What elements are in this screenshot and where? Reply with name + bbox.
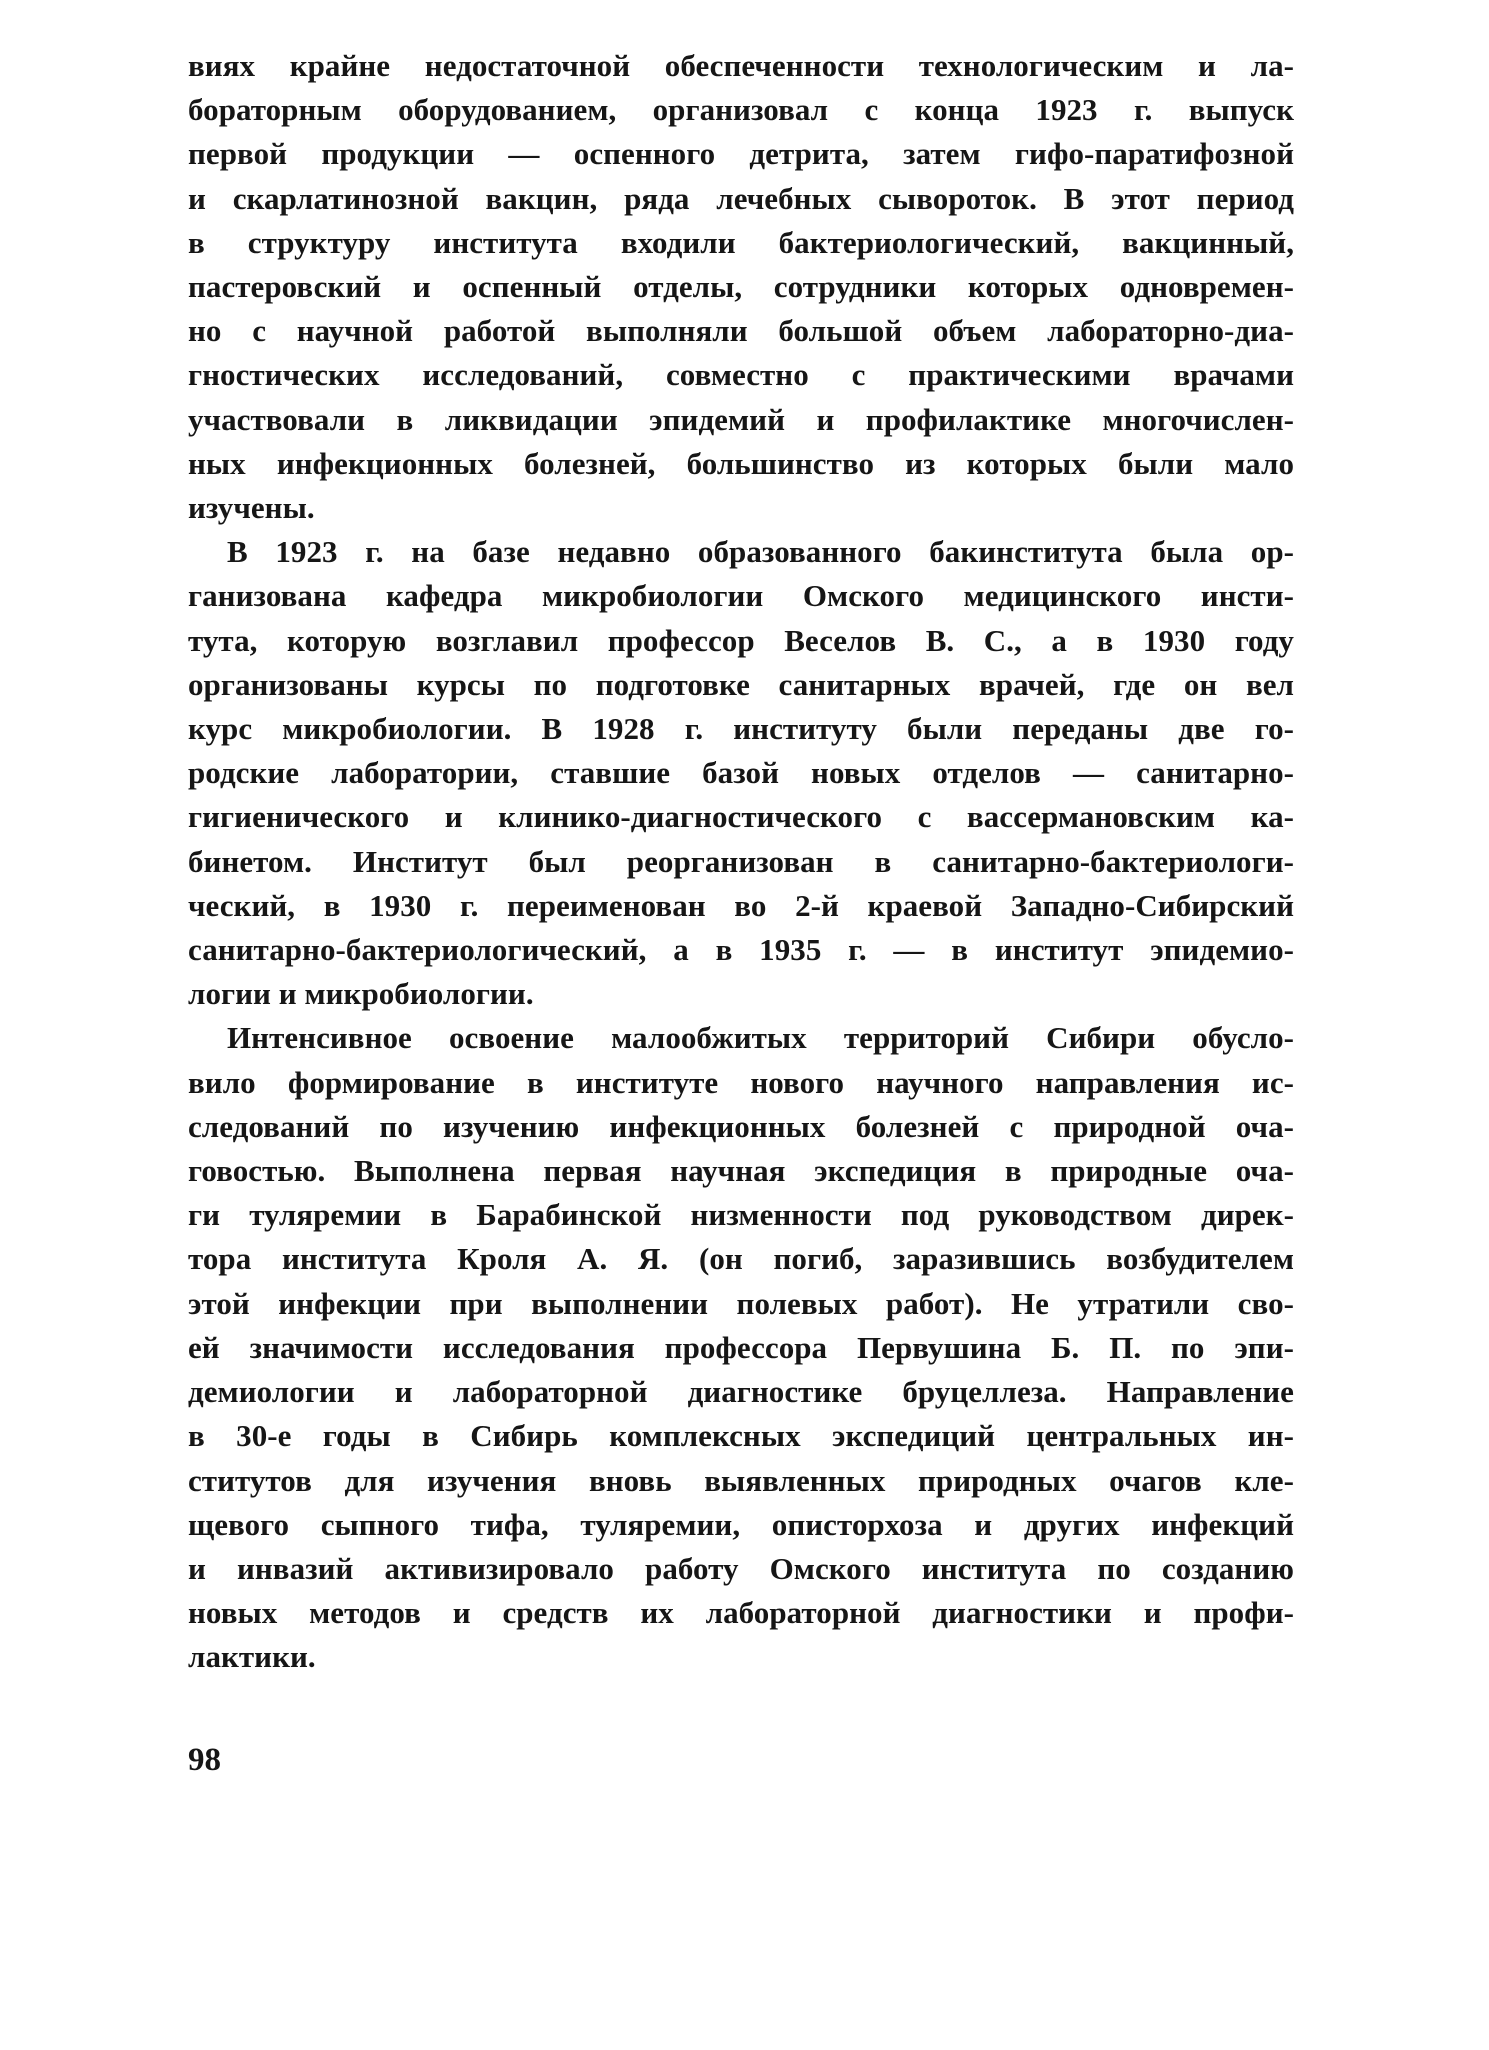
text-line: говостью. Выполнена первая научная экспедиция в природные оча- — [188, 1153, 1294, 1189]
text-line: демиологии и лабораторной диагностике бруцеллеза. Направление — [188, 1374, 1294, 1410]
text-line: пастеровский и оспенный отделы, сотрудники которых одновремен- — [188, 269, 1294, 305]
text-line: бораторным оборудованием, организовал с конца 1923 г. выпуск — [188, 92, 1294, 128]
text-line: и скарлатинозной вакцин, ряда лечебных сывороток. В этот период — [188, 180, 1294, 216]
text-line: В 1923 г. на базе недавно образованного бакинститута была ор- — [227, 534, 1294, 570]
paragraph — [188, 1016, 1294, 1679]
text-line: организованы курсы по подготовке санитарных врачей, где он вел — [188, 666, 1294, 702]
text-line: ги туляремии в Барабинской низменности под руководством дирек- — [188, 1197, 1294, 1233]
body-text — [188, 44, 1294, 1680]
text-line: первой продукции — оспенного детрита, затем гифо-паратифозной — [188, 136, 1294, 172]
text-line: в 30-е годы в Сибирь комплексных экспедиций центральных ин- — [188, 1418, 1294, 1454]
text-line: в структуру института входили бактериологический, вакцинный, — [188, 224, 1294, 260]
text-line: новых методов и средств их лабораторной диагностики и профи- — [188, 1595, 1294, 1631]
text-line: ей значимости исследования профессора Первушина Б. П. по эпи- — [188, 1329, 1294, 1365]
text-line: курс микробиологии. В 1928 г. институту были переданы две го- — [188, 711, 1294, 747]
text-line: ститутов для изучения вновь выявленных природных очагов кле- — [188, 1462, 1294, 1498]
page-number: 98 — [188, 1742, 221, 1778]
text-line: бинетом. Институт был реорганизован в санитарно-бактериологи- — [188, 843, 1294, 879]
text-line: санитарно-бактериологический, а в 1935 г. — в институт эпидемио- — [188, 932, 1294, 968]
text-line: вило формирование в институте нового научного направления ис- — [188, 1064, 1294, 1100]
text-line: гностических исследований, совместно с практическими врачами — [188, 357, 1294, 393]
text-line: гигиенического и клинико-диагностического с вассермановским ка- — [188, 799, 1294, 835]
text-line: но с научной работой выполняли большой объем лабораторно-диа- — [188, 313, 1294, 349]
text-line: участвовали в ликвидации эпидемий и профилактике многочислен- — [188, 401, 1294, 437]
text-line: ганизована кафедра микробиологии Омского медицинского инсти- — [188, 578, 1294, 614]
text-line: родские лаборатории, ставшие базой новых отделов — санитарно- — [188, 755, 1294, 791]
text-line: и инвазий активизировало работу Омского института по созданию — [188, 1550, 1294, 1586]
text-line: Интенсивное освоение малообжитых территорий Сибири обусло- — [227, 1020, 1294, 1056]
text-line: тута, которую возглавил профессор Веселов В. С., а в 1930 году — [188, 622, 1294, 658]
text-line: этой инфекции при выполнении полевых работ). Не утратили сво- — [188, 1285, 1294, 1321]
paragraph — [188, 44, 1294, 530]
text-line: щевого сыпного тифа, туляремии, описторхоза и других инфекций — [188, 1506, 1294, 1542]
paragraph — [188, 530, 1294, 1016]
text-line: следований по изучению инфекционных болезней с природной оча- — [188, 1108, 1294, 1144]
text-line: ческий, в 1930 г. переименован во 2-й краевой Западно-Сибирский — [188, 887, 1294, 923]
text-line: виях крайне недостаточной обеспеченности технологическим и ла- — [188, 48, 1294, 83]
text-line: ных инфекционных болезней, большинство из которых были мало — [188, 445, 1294, 481]
text-line: изучены. — [188, 490, 315, 526]
text-line: лактики. — [188, 1639, 316, 1675]
text-line: тора института Кроля А. Я. (он погиб, заразившись возбудителем — [188, 1241, 1294, 1277]
text-line: логии и микробиологии. — [188, 976, 534, 1012]
